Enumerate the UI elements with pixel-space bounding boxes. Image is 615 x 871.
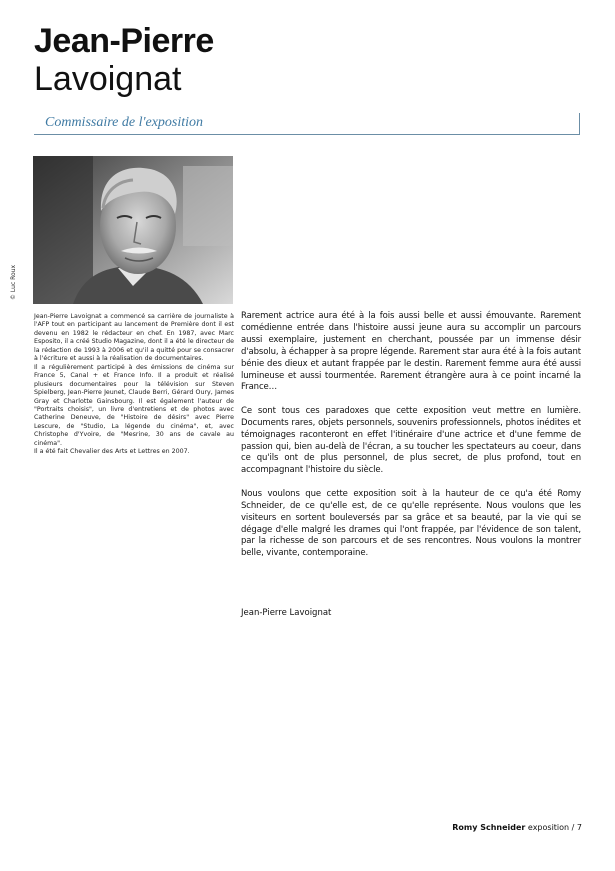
role-banner: [34, 113, 580, 135]
statement-paragraph: Nous voulons que cette exposition soit à la hauteur de ce qu'a été Romy Schneider, de ce qu'elle est, de ce qu'elle représente. Nous voulons que les visiteurs en sortent bouleversés par sa grâce et sa beauté, par la vie qui se dégage d'elle malgré les drames qui l'ont frappée, par l'évidence de son talent, par la richesse de son parcours et de ses rencontres. Nous voulons la montrer belle, vivante, contemporaine.: [241, 488, 581, 559]
author-first-name: Jean-Pierre: [34, 22, 214, 60]
role-title: Commissaire de l'exposition: [45, 115, 204, 130]
author-biography: [34, 313, 234, 457]
statement-paragraph: Rarement actrice aura été à la fois aussi belle et aussi émouvante. Rarement comédienne entrée dans l'histoire aussi jeune aura su accomplir un parcours aussi exemplaire, justement en cherchant, poussée par un immense désir d'absolu, à échapper à sa propre légende. Rarement star aura été à la fois autant bénie des dieux et autant frappée par le destin. Rarement femme aura été aussi lumineuse et aussi tourmentée. Rarement étrangère aura à ce point incarné la France…: [241, 311, 581, 393]
footer-page-number: exposition / 7: [525, 823, 582, 832]
author-last-name: Lavoignat: [34, 60, 182, 98]
statement-paragraph: Ce sont tous ces paradoxes que cette exposition veut mettre en lumière. Documents rares, objets personnels, souvenirs professionnels, photos inédites et témoignages raconteront en effet l'itinéraire d'une actrice et d'une femme de passion qui, bien au-delà de l'écran, a su toucher les spectateurs au coeur, dans ce qu'ils ont de plus personnel, de plus secret, de plus profond, tout en accompagnant l'histoire du siècle.: [241, 405, 581, 476]
bio-paragraph: Il a été fait Chevalier des Arts et Lettres en 2007.: [34, 448, 190, 456]
bio-paragraph: Il a régulièrement participé à des émissions de cinéma sur France 5, Canal + et France Info. Il a produit et réalisé plusieurs documentaires pour la télévision sur Steven Spielberg, Jean-Pierre Jeunet, Claude Berri, Gérard Oury, James Gray et Charlotte Gainsbourg. Il est également l'auteur de "Portraits choisis", un livre d'entretiens et de photos avec Catherine Deneuve, de "Histoire de désirs" avec Pierre Lescure, de "Studio, La légende du cinéma", et, avec Christophe d'Yvoire, de "Mesrine, 30 ans de cavale au cinéma".: [34, 363, 234, 447]
photo-credit: © Luc Roux: [10, 264, 17, 300]
curator-statement: [241, 311, 581, 560]
bio-paragraph: Jean-Pierre Lavoignat a commencé sa carrière de journaliste à l'AFP tout en participant au lancement de Première dont il est devenu en 1982 le rédacteur en chef. En 1987, avec Marc Esposito, il a créé Studio Magazine, dont il a été le directeur de la rédaction de 1993 à 2006 et qu'il a quitté pour se consacrer à l'écriture et aussi à la réalisation de documentaires.: [34, 313, 234, 363]
author-portrait-photo: [33, 156, 233, 304]
statement-signature: Jean-Pierre Lavoignat: [241, 608, 332, 618]
footer-title: Romy Schneider: [452, 823, 526, 832]
page-footer: [452, 823, 582, 832]
